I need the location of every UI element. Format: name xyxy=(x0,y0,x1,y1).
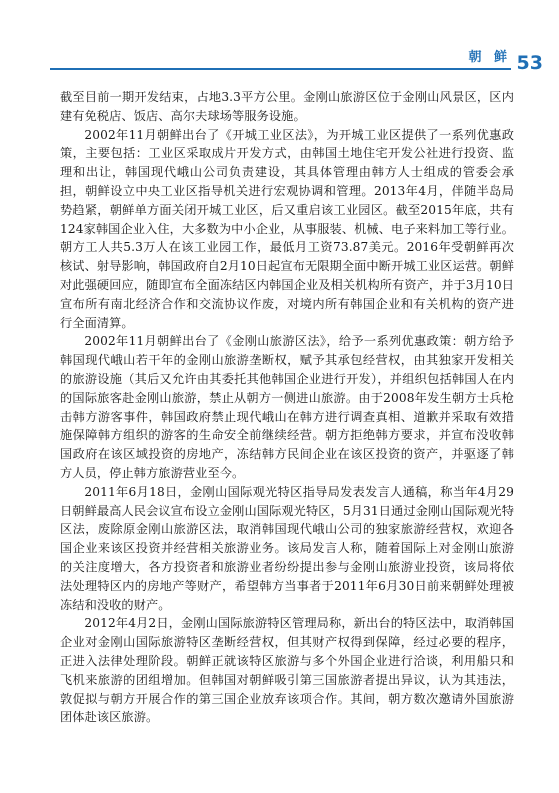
paragraph: 2011年6月18日，金刚山国际观光特区指导局发表发言人通稿，称当年4月29日朝鲜最高人民会议宣布设立金刚山国际观光特区，5月31日通过金刚山国际观光特区法，废除原金刚山旅游区法，取消韩国现代峨山公司的独家旅游经营权，欢迎各国企业来该区投资并经营相关旅游业务。该局发言人称，随着国际上对金刚山旅游的关注度增大，各方投资者和旅游业者纷纷提出参与金刚山旅游业投资，该局将依法处理特区内的房地产等财产，希望韩方当事者于2011年6月30日前来朝鲜处理被冻结和没收的财产。 xyxy=(60,484,514,612)
header-rule xyxy=(50,68,511,70)
page-number: 53 xyxy=(516,52,543,74)
paragraph: 2012年4月2日，金刚山国际旅游特区管理局称，新出台的特区法中，取消韩国企业对金刚山国际旅游特区垄断经营权，但其财产权得到保障，经过必要的程序，正进入法律处理阶段。朝鲜正就该特区旅游与多个外国企业进行洽谈，利用船只和飞机来旅游的团组增加。但韩国对朝鲜吸引第三国旅游者提出异议，认为其违法，敦促拟与朝方开展合作的第三国企业放弃该项合作。其间，朝方数次邀请外国旅游团体赴该区旅游。 xyxy=(60,616,514,725)
page-header xyxy=(0,46,559,76)
body-text xyxy=(60,88,514,727)
paragraph: 2002年11月朝鲜出台了《开城工业区法》，为开城工业区提供了一系列优惠政策，主要包括：工业区采取成片开发方式，由韩国土地住宅开发公社进行投资、监理和出让，韩国现代峨山公司负责建设，其具体管理由韩方人士组成的管委会承担，朝鲜设立中央工业区指导机关进行宏观协调和管理。2013年4月，伴随半岛局势趋紧，朝鲜单方面关闭开城工业区，后又重启该工业园区。截至2015年底，共有124家韩国企业入住，大多数为中小企业，从事服装、机械、电子来料加工等行业。朝方工人共5.3万人在该工业园工作，最低月工资73.87美元。2016年受朝鲜再次核试、射导影响，韩国政府自2月10日起宣布无限期全面中断开城工业区运营。朝鲜对此强硬回应，随即宣布全面冻结区内韩国企业及相关机构所有资产，并于3月10日宣布所有南北经济合作和交流协议作废，对境内所有韩国企业和有关机构的资产进行全面清算。 xyxy=(60,127,514,330)
paragraph: 2002年11月朝鲜出台了《金刚山旅游区法》，给予一系列优惠政策：朝方给予韩国现代峨山若干年的金刚山旅游垄断权，赋予其承包经营权，由其独家开发相关的旅游设施（其后又允许由其委托其他韩国企业进行开发），并组织包括韩国人在内的国际旅客赴金刚山旅游，禁止从朝方一侧进山旅游。由于2008年发生朝方士兵枪击韩方游客事件，韩国政府禁止现代峨山在韩方进行调查真相、道歉并采取有效措施保障韩方组织的游客的生命安全前继续经营。朝方拒绝韩方要求，并宣布没收韩国政府在该区域投资的房地产，冻结韩方民间企业在该区投资的资产，并驱逐了韩方人员，停止韩方旅游营业至今。 xyxy=(60,334,514,480)
paragraph: 截至目前一期开发结束，占地3.3平方公里。金刚山旅游区位于金刚山风景区，区内建有免税店、饭店、高尔夫球场等服务设施。 xyxy=(60,90,514,123)
section-label: 朝 鲜 xyxy=(468,50,511,65)
